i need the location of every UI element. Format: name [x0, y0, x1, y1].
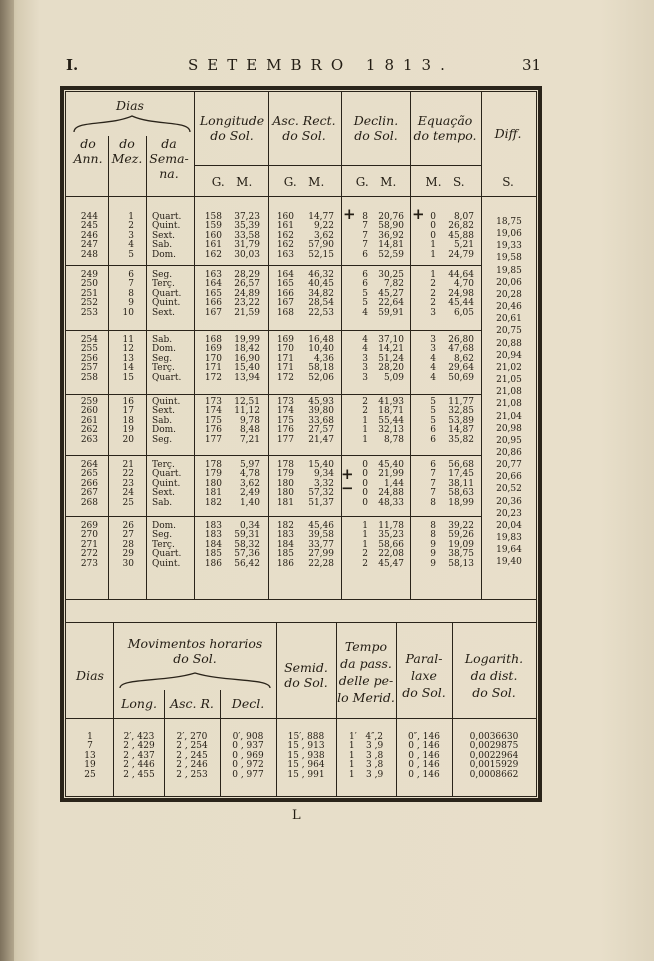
asc-rect-header: Asc. Rect. do Sol. — [272, 113, 336, 143]
logar-header: Logarith. da dist. do Sol. — [464, 651, 524, 700]
cell-es: 11,77 32,85 53,89 14,87 35,82 — [448, 397, 474, 445]
col-rule — [410, 92, 411, 599]
cell-ag: 182 183 184 185 186 — [276, 521, 294, 569]
cell-am: 16,48 10,40 4,36 58,18 52,06 — [308, 335, 334, 383]
group-separator — [66, 394, 482, 395]
group-separator — [66, 330, 482, 331]
cell-ann: 269 270 271 272 273 — [80, 521, 98, 569]
plus-sign: + — [343, 205, 356, 223]
minus-sign-decl: − — [341, 479, 354, 497]
cell-lm: 5,97 4,78 3,62 2,49 1,40 — [239, 460, 260, 508]
dias-brace — [70, 112, 194, 134]
cell-ag: 169 170 171 171 172 — [276, 335, 294, 383]
cell-lg: 178 179 180 181 182 — [204, 460, 222, 508]
cell-ag: 173 174 175 176 177 — [276, 397, 294, 445]
tempo-header: Tempo da pass. delle pe- lo Merid. — [337, 639, 395, 705]
cell-mez: 11 12 13 14 15 — [122, 335, 134, 383]
cell-ann: 244 245 246 247 248 — [80, 212, 98, 260]
t2-decl: 0′, 908 0 , 937 0 , 969 0 , 972 0 , 977 — [232, 732, 264, 780]
cell-dm: 37,10 14,21 51,24 28,20 5,09 — [378, 335, 404, 383]
cell-lm: 28,29 26,57 24,89 23,22 21,59 — [234, 270, 260, 318]
group-separator — [66, 516, 482, 517]
longitude-header: Longitude do Sol. — [199, 113, 265, 143]
cell-sem: Quint. Sext. Sab. Dom. Seg. — [152, 397, 181, 445]
asc2-header: Asc. R. — [170, 696, 214, 711]
cell-dg: 2 2 1 1 1 — [362, 397, 368, 445]
long-units: G. M. — [211, 175, 253, 189]
cell-sem: Quart. Quint. Sext. Sab. Dom. — [152, 212, 182, 260]
cell-sem: Sab. Dom. Seg. Terç. Quart. — [152, 335, 182, 383]
cell-mez: 26 27 28 29 30 — [122, 521, 134, 569]
equacao-header: Equação do tempo. — [413, 113, 477, 143]
t2-long: 2′, 423 2 , 429 2 , 437 2 , 446 2 , 455 — [123, 732, 155, 780]
movimentos-brace — [116, 670, 274, 690]
plus-sign-decl: + — [341, 465, 354, 483]
cell-dg: 8 7 7 7 6 — [362, 212, 368, 260]
signature-mark: I. — [66, 56, 79, 74]
paral-header: Paral- laxe do Sol. — [402, 651, 446, 700]
cell-ann: 254 255 256 257 258 — [80, 335, 98, 383]
t2-log: 0,0036630 0,0029875 0,0022964 0,0015929 0,0008662 — [469, 732, 519, 780]
cell-lm: 37,23 35,39 33,58 31,79 30,03 — [234, 212, 260, 260]
book-gutter — [0, 0, 14, 961]
long2-header: Long. — [121, 696, 157, 711]
cell-am: 14,77 9,22 3,62 57,90 52,15 — [308, 212, 334, 260]
cell-es: 26,80 47,68 8,62 29,64 50,69 — [448, 335, 474, 383]
cell-mez: 21 22 23 24 25 — [122, 460, 134, 508]
cell-dg: 1 1 1 2 2 — [362, 521, 368, 569]
page-number: 31 — [522, 56, 542, 74]
dias-header: Dias — [116, 98, 144, 113]
table2-header-rule — [66, 718, 536, 719]
cell-lg: 163 164 165 166 167 — [204, 270, 222, 318]
col-rule — [341, 92, 342, 599]
cell-dm: 41,93 18,71 55,44 32,13 8,78 — [378, 397, 404, 445]
cell-am: 45,46 39,58 33,77 27,99 22,28 — [308, 521, 334, 569]
cell-em: 3 3 4 4 4 — [430, 335, 436, 383]
decl-units: G. M. — [355, 175, 397, 189]
cell-es: 44,64 4,70 24,98 45,44 6,05 — [448, 270, 474, 318]
diff-header: Diff. — [494, 126, 522, 141]
cell-ann: 264 265 266 267 268 — [80, 460, 98, 508]
dias2-header: Dias — [76, 668, 104, 683]
cell-ag: 178 179 180 180 181 — [276, 460, 294, 508]
cell-lg: 183 183 184 185 186 — [204, 521, 222, 569]
cell-lg: 158 159 160 161 162 — [204, 212, 222, 260]
cell-em: 0 0 0 1 1 — [430, 212, 436, 260]
header-bottom-rule — [66, 196, 536, 197]
diff-column: 18,75 19,06 19,33 19,58 19,85 20,06 20,28 20,46 20,61 20,75 20,88 20,94 21,02 21,05 21,08 21,08 21,04 20,98 20,95 20,86 20,77 20,66 20,52 20,36 20,23 20,04 19,83 19,64 19,40 — [496, 217, 522, 568]
col-rule — [268, 92, 269, 599]
eq-units: M. S. — [425, 175, 465, 189]
do-mez-header: do Mez. — [111, 136, 143, 166]
plus-sign-eq: + — [412, 205, 425, 223]
cell-mez: 6 7 8 9 10 — [122, 270, 134, 318]
t2-semid: 15′, 888 15 , 913 15 , 938 15 , 964 15 , 991 — [287, 732, 325, 780]
cell-es: 8,07 26,82 45,88 5,21 24,79 — [448, 212, 474, 260]
t2-dias: 1 7 13 19 25 — [84, 732, 96, 780]
da-semana-header: da Sema- na. — [149, 136, 189, 181]
page-title: SETEMBRO 1813. — [188, 56, 454, 74]
table2-top-rule — [66, 622, 536, 623]
cell-am: 15,40 9,34 3,32 57,32 51,37 — [308, 460, 334, 508]
cell-em: 8 8 9 9 9 — [430, 521, 436, 569]
cell-ann: 259 260 261 262 263 — [80, 397, 98, 445]
do-ann-header: do Ann. — [73, 136, 103, 166]
declin-header: Declin. do Sol. — [353, 113, 399, 143]
decl2-header: Decl. — [231, 696, 265, 711]
cell-sem: Dom. Seg. Terç. Quart. Quint. — [152, 521, 182, 569]
cell-em: 6 7 7 7 8 — [430, 460, 436, 508]
cell-lg: 173 174 175 176 177 — [204, 397, 222, 445]
cell-ag: 160 161 162 162 163 — [276, 212, 294, 260]
cell-dm: 11,78 35,23 58,66 22,08 45,47 — [378, 521, 404, 569]
cell-dg: 6 6 5 5 4 — [362, 270, 368, 318]
t2-asc: 2′, 270 2 , 254 2 , 245 2 , 246 2 , 253 — [176, 732, 208, 780]
table1-bottom-rule — [66, 599, 536, 600]
col-rule — [108, 136, 109, 599]
cell-mez: 16 17 18 19 20 — [122, 397, 134, 445]
cell-dg: 0 0 0 0 0 — [362, 460, 368, 508]
group-separator — [66, 265, 482, 266]
cell-am: 45,93 39,80 33,68 27,57 21,47 — [308, 397, 334, 445]
cell-lm: 12,51 11,12 9,78 8,48 7,21 — [234, 397, 260, 445]
cell-dm: 30,25 7,82 45,27 22,64 59,91 — [378, 270, 404, 318]
t2-tempo: 1′ 4″,2 1 3 ,9 1 3 ,8 1 3 ,8 1 3 ,9 — [348, 732, 384, 780]
footer-signature: L — [292, 808, 301, 823]
semid-header: Semid. do Sol. — [284, 660, 328, 690]
t2-paral: 0″, 146 0 , 146 0 , 146 0 , 146 0 , 146 — [408, 732, 440, 780]
cell-es: 39,22 59,26 19,09 38,75 58,13 — [448, 521, 474, 569]
cell-lm: 19,99 18,42 16,90 15,40 13,94 — [234, 335, 260, 383]
cell-em: 5 5 5 6 6 — [430, 397, 436, 445]
asc-units: G. M. — [283, 175, 325, 189]
cell-ag: 164 165 166 167 168 — [276, 270, 294, 318]
cell-lg: 168 169 170 171 172 — [204, 335, 222, 383]
cell-lm: 0,34 59,31 58,32 57,36 56,42 — [234, 521, 260, 569]
cell-em: 1 2 2 2 3 — [430, 270, 436, 318]
cell-am: 46,32 40,45 34,82 28,54 22,53 — [308, 270, 334, 318]
cell-ann: 249 250 251 252 253 — [80, 270, 98, 318]
cell-dg: 4 4 3 3 3 — [362, 335, 368, 383]
diff-units: S. — [502, 175, 514, 189]
col-rule — [481, 92, 482, 599]
cell-es: 56,68 17,45 38,11 58,63 18,99 — [448, 460, 474, 508]
col-rule — [146, 136, 147, 599]
cell-dm: 45,40 21,99 1,44 24,88 48,33 — [378, 460, 404, 508]
cell-sem: Terç. Quart. Quint. Sext. Sab. — [152, 460, 182, 508]
group-separator — [66, 455, 482, 456]
cell-sem: Seg. Terç. Quart. Quint. Sext. — [152, 270, 182, 318]
header-rule — [195, 165, 481, 166]
cell-dm: 20,76 58,90 36,92 14,81 52,59 — [378, 212, 404, 260]
cell-mez: 1 2 3 4 5 — [128, 212, 134, 260]
movimentos-header: Movimentos horarios do Sol. — [127, 636, 263, 666]
